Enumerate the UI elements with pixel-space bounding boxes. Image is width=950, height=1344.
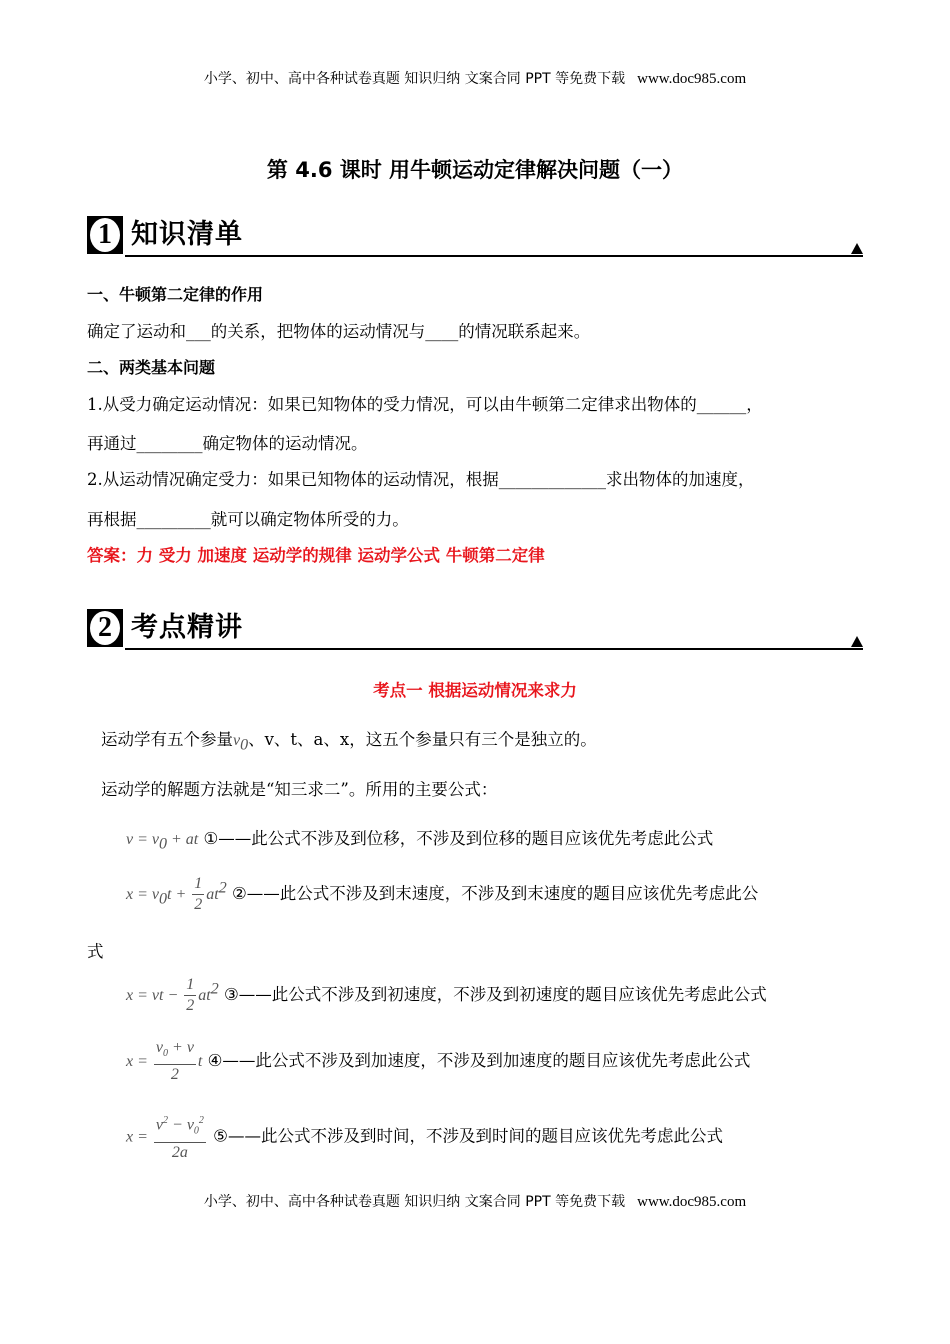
- formula-1: [126, 825, 713, 853]
- denominator: 2: [194, 896, 203, 913]
- subsection-title: 考点一 根据运动情况来求力: [373, 681, 577, 700]
- paragraph: 再通过________确定物体的运动情况。: [87, 434, 368, 453]
- section-number-badge: [87, 609, 123, 647]
- page-title: 第 4.6 课时 用牛顿运动定律解决问题（一）: [266, 158, 684, 182]
- formula-description: ②——此公式不涉及到末速度，不涉及到末速度的题目应该优先考虑此公: [231, 884, 759, 903]
- denominator: 2a: [171, 1143, 188, 1161]
- paragraph: 2.从运动情况确定受力：如果已知物体的运动情况，根据_____________求出物体的加速度，: [87, 470, 755, 489]
- formula-description: ①——此公式不涉及到位移，不涉及到位移的题目应该优先考虑此公式: [203, 829, 714, 848]
- fraction: [154, 1111, 206, 1163]
- formula-description-continued: 式: [87, 942, 104, 961]
- numerator: 1: [192, 874, 204, 895]
- footer-link[interactable]: www.doc985.com: [637, 1194, 747, 1210]
- paragraph: 再根据_________就可以确定物体所受的力。: [87, 510, 409, 529]
- triangle-icon: [851, 636, 863, 647]
- formula-description: ③——此公式不涉及到初速度，不涉及到初速度的题目应该优先考虑此公式: [223, 985, 767, 1004]
- section-title: 考点精讲: [131, 612, 243, 643]
- numerator: [154, 1038, 196, 1065]
- math: v = v: [126, 831, 159, 848]
- header-text: 小学、初中、高中各种试卷真题 知识归纳 文案合同 PPT 等免费下载: [203, 71, 626, 87]
- triangle-icon: [851, 243, 863, 254]
- math: t +: [167, 886, 191, 903]
- section-header-2: [87, 607, 863, 651]
- math-sup: 2: [218, 879, 227, 897]
- text: 、v、t、a、x，这五个参量只有三个是独立的。: [248, 730, 597, 749]
- math-sub: 0: [240, 736, 249, 754]
- math-sub: 0: [163, 1048, 169, 1060]
- formula-5: [126, 1111, 723, 1163]
- heading: 一、牛顿第二定律的作用: [87, 285, 264, 304]
- math: at: [198, 987, 211, 1004]
- page-header: [0, 68, 950, 88]
- math: t: [197, 1053, 203, 1071]
- header-link[interactable]: www.doc985.com: [637, 71, 747, 87]
- formula-3: [126, 975, 767, 1016]
- math-sup: 2: [210, 980, 219, 998]
- math: v: [155, 1116, 164, 1134]
- numerator: 1: [184, 975, 196, 996]
- math: at: [206, 886, 219, 903]
- math-sup: 2: [163, 1115, 169, 1126]
- math: + at: [167, 831, 199, 848]
- paragraph: 1.从受力确定运动情况：如果已知物体的受力情况，可以由牛顿第二定律求出物体的______，: [87, 395, 763, 414]
- math-sup: 2: [198, 1115, 204, 1126]
- section-number: 2: [90, 611, 120, 645]
- denominator: 2: [170, 1066, 179, 1084]
- math: − v: [168, 1116, 194, 1134]
- math-sub: 0: [159, 890, 167, 908]
- formula-2: [126, 874, 758, 915]
- math: + v: [168, 1039, 194, 1056]
- fraction: [192, 874, 204, 915]
- heading: 二、两类基本问题: [87, 358, 216, 377]
- math: x =: [126, 1128, 152, 1146]
- formula-description: ⑤——此公式不涉及到时间，不涉及到时间的题目应该优先考虑此公式: [213, 1126, 723, 1146]
- math: x = vt −: [126, 987, 183, 1004]
- fraction: [184, 975, 196, 1016]
- section-number: 1: [90, 218, 120, 252]
- footer-text: 小学、初中、高中各种试卷真题 知识归纳 文案合同 PPT 等免费下载: [203, 1194, 626, 1210]
- math: v: [155, 1039, 164, 1056]
- formula-4: [126, 1038, 750, 1085]
- text: 运动学有五个参量: [101, 730, 233, 749]
- math: x =: [126, 1053, 152, 1071]
- divider: [125, 255, 863, 257]
- paragraph: 确定了运动和___的关系，把物体的运动情况与____的情况联系起来。: [87, 322, 591, 341]
- math: v: [233, 732, 241, 749]
- math-sub: 0: [193, 1125, 199, 1137]
- section-title: 知识清单: [131, 219, 243, 250]
- math-sub: 0: [159, 835, 167, 853]
- section-header-1: [87, 214, 863, 258]
- fraction: [154, 1038, 196, 1085]
- page-footer: [0, 1191, 950, 1211]
- denominator: 2: [186, 997, 195, 1014]
- math: x = v: [126, 886, 159, 903]
- answer-text: 答案：力 受力 加速度 运动学的规律 运动学公式 牛顿第二定律: [87, 546, 545, 565]
- numerator: [154, 1111, 206, 1143]
- paragraph: [101, 726, 597, 754]
- paragraph: 运动学的解题方法就是“知三求二”。所用的主要公式：: [101, 780, 498, 799]
- section-number-badge: [87, 216, 123, 254]
- divider: [125, 648, 863, 650]
- formula-description: ④——此公式不涉及到加速度，不涉及到加速度的题目应该优先考虑此公式: [207, 1051, 751, 1071]
